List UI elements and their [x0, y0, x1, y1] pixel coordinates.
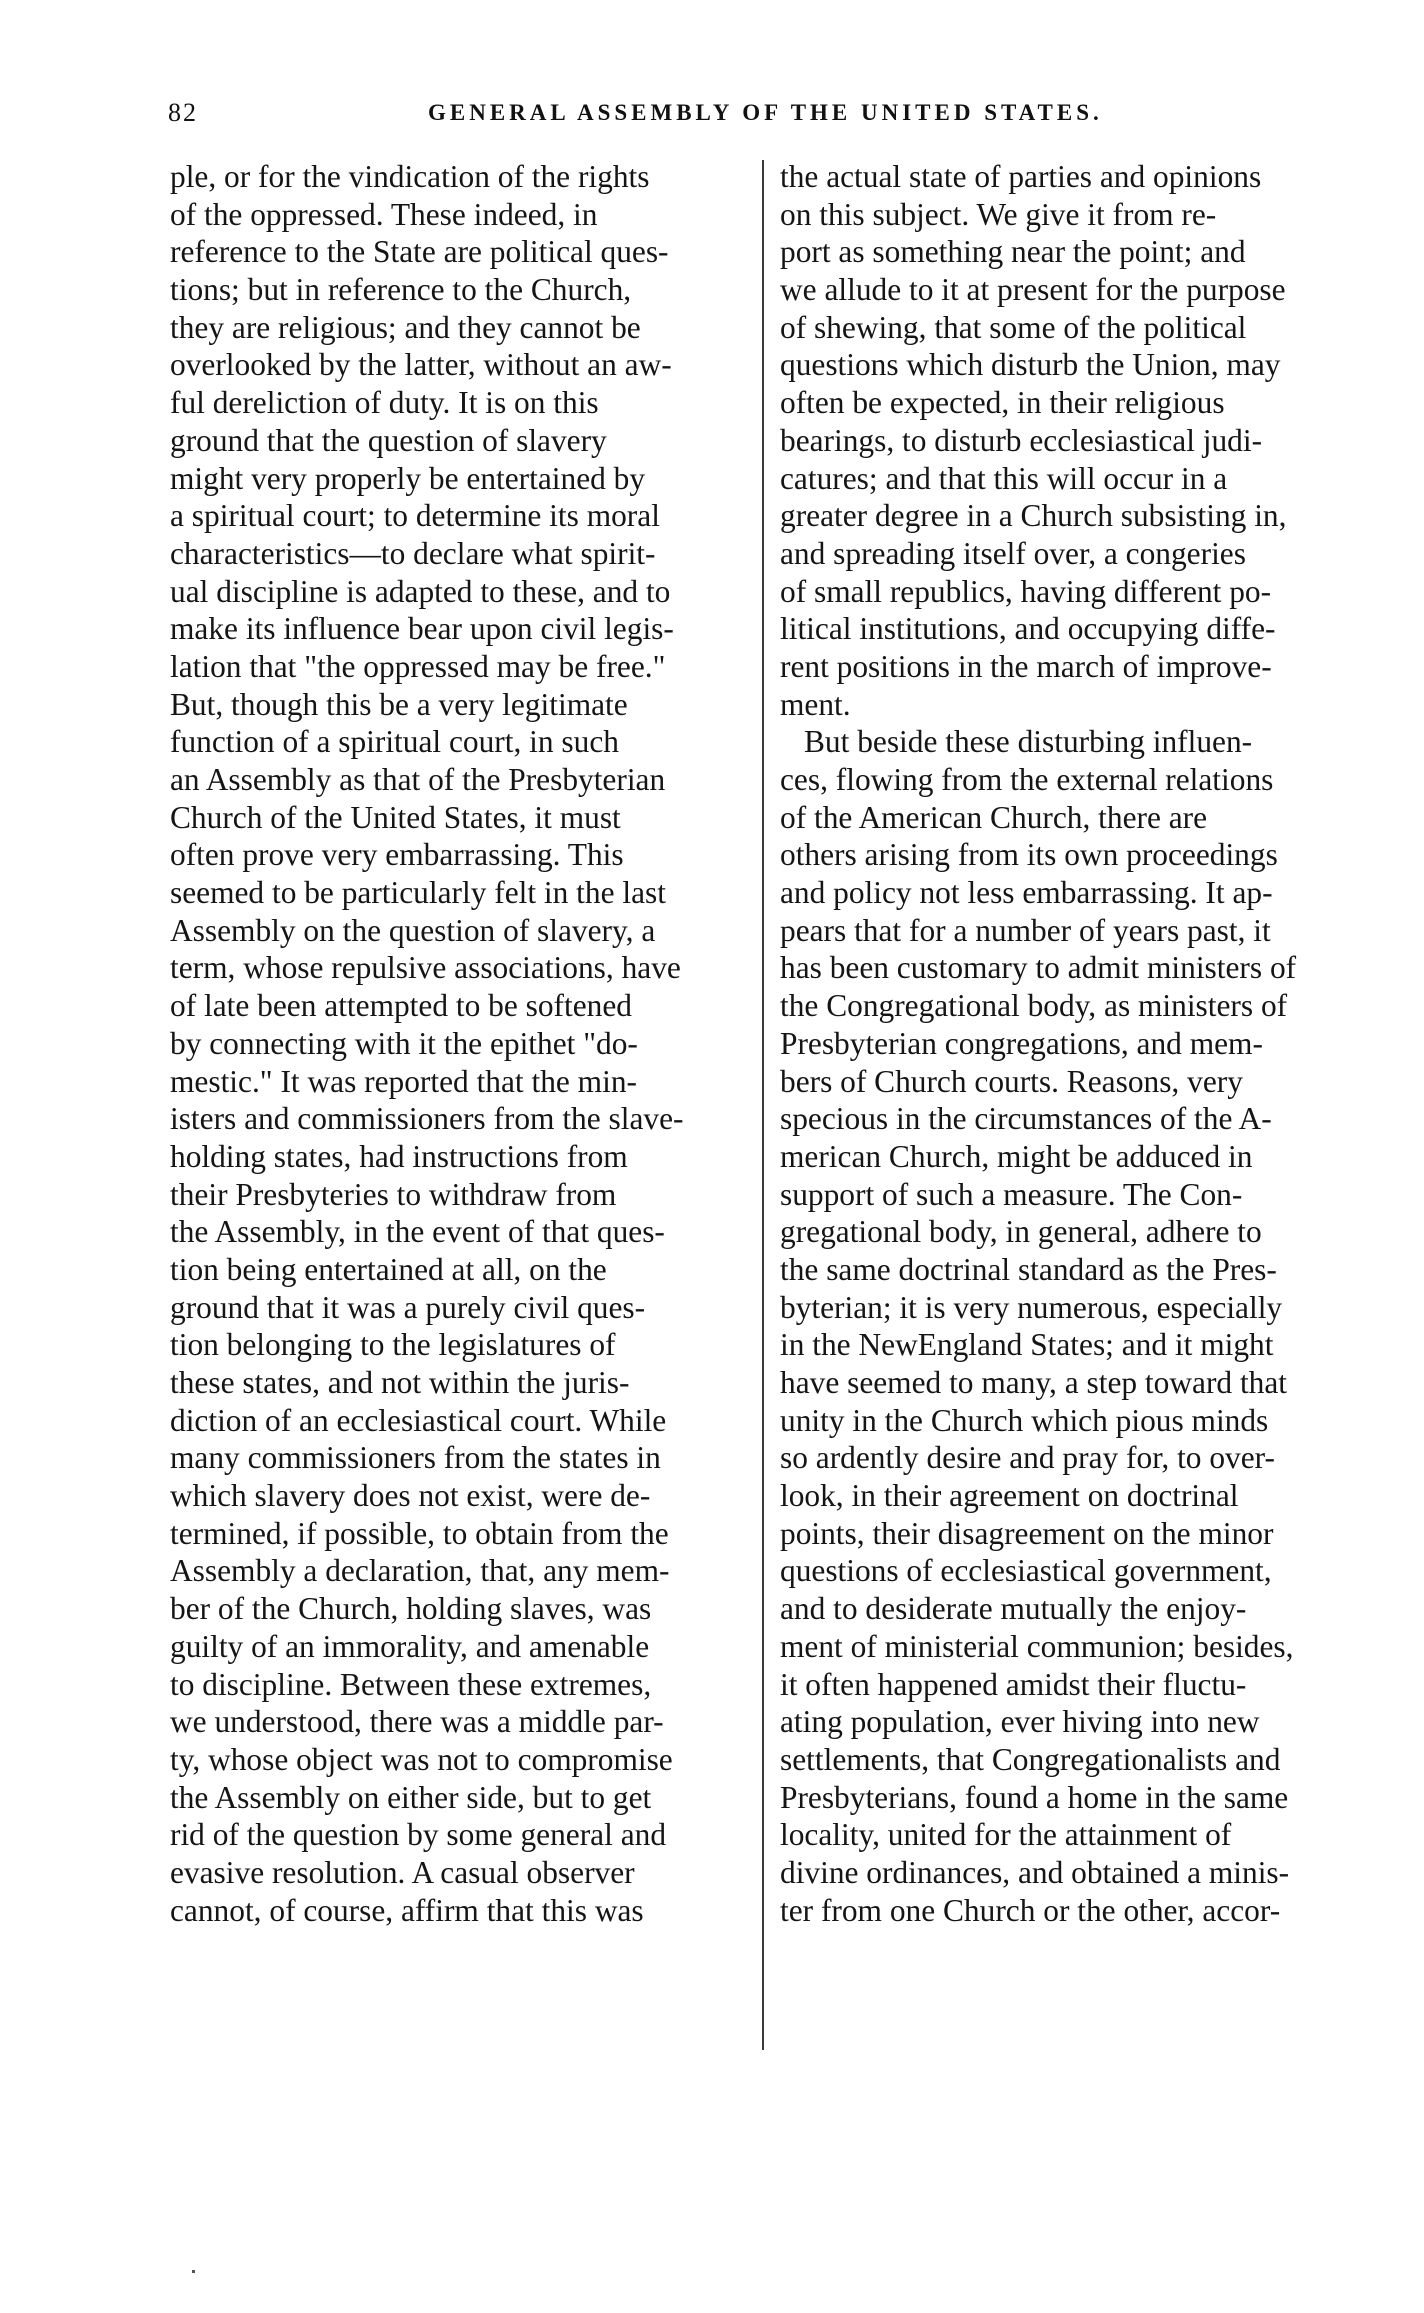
text-line: bearings, to disturb ecclesiastical judi-: [780, 422, 1263, 458]
text-line: function of a spiritual court, in such: [170, 724, 619, 760]
text-line: a spiritual court; to determine its moral: [170, 498, 660, 534]
text-line: ful dereliction of duty. It is on this: [170, 385, 599, 421]
text-line: of the oppressed. These indeed, in: [170, 196, 598, 232]
text-line: rid of the question by some general and: [170, 1817, 667, 1853]
text-line: to discipline. Between these extremes,: [170, 1666, 652, 1702]
text-line: ple, or for the vindication of the rights: [170, 159, 650, 194]
text-line: an Assembly as that of the Presbyterian: [170, 762, 666, 797]
text-line: so ardently desire and pray for, to over-: [780, 1440, 1275, 1476]
text-line: guilty of an immorality, and amenable: [170, 1628, 650, 1664]
text-line: by connecting with it the epithet "do-: [170, 1025, 638, 1061]
text-line: catures; and that this will occur in a: [780, 460, 1228, 496]
text-line: tion being entertained at all, on the: [170, 1251, 607, 1287]
text-line: their Presbyteries to withdraw from: [170, 1176, 617, 1212]
text-line: they are religious; and they cannot be: [170, 309, 641, 345]
text-line: ual discipline is adapted to these, and to: [170, 573, 671, 609]
text-line: locality, united for the attainment of: [780, 1817, 1232, 1853]
text-line: Assembly on the question of slavery, a: [170, 912, 656, 948]
text-line: of late been attempted to be softened: [170, 988, 632, 1024]
right-text-column: [780, 158, 1380, 1929]
text-line: holding states, had instructions from: [170, 1138, 628, 1174]
text-line: tion belonging to the legislatures of: [170, 1327, 616, 1363]
text-line: byterian; it is very numerous, especially: [780, 1289, 1283, 1325]
text-line: often be expected, in their religious: [780, 385, 1225, 421]
text-line: have seemed to many, a step toward that: [780, 1365, 1288, 1400]
text-line: But beside these disturbing influen-: [804, 724, 1253, 760]
text-line: ating population, ever hiving into new: [780, 1704, 1260, 1740]
text-line: questions which disturb the Union, may: [780, 347, 1281, 383]
text-line: evasive resolution. A casual observer: [170, 1854, 635, 1890]
text-line: we allude to it at present for the purpose: [780, 272, 1286, 308]
text-line: gregational body, in general, adhere to: [780, 1214, 1262, 1250]
text-line: seemed to be particularly felt in the last: [170, 875, 666, 911]
text-line: characteristics—to declare what spirit-: [170, 535, 656, 571]
text-line: But, though this be a very legitimate: [170, 686, 628, 722]
text-line: and policy not less embarrassing. It ap-: [780, 875, 1273, 911]
text-line: ber of the Church, holding slaves, was: [170, 1591, 652, 1627]
text-line: termined, if possible, to obtain from the: [170, 1515, 669, 1551]
text-line: mestic." It was reported that the min-: [170, 1063, 637, 1099]
text-line: pears that for a number of years past, it: [780, 912, 1271, 948]
text-line: ground that the question of slavery: [170, 422, 607, 458]
text-line: divine ordinances, and obtained a minis-: [780, 1854, 1290, 1890]
text-line: has been customary to admit ministers of: [780, 950, 1297, 986]
text-line: make its influence bear upon civil legis-: [170, 611, 674, 647]
text-line: Assembly a declaration, that, any mem-: [170, 1553, 670, 1589]
text-line: in the NewEngland States; and it might: [780, 1327, 1274, 1363]
text-line: cannot, of course, affirm that this was: [170, 1892, 644, 1928]
text-line: might very properly be entertained by: [170, 460, 646, 496]
text-line: Church of the United States, it must: [170, 799, 621, 835]
text-line: the Assembly, in the event of that ques-: [170, 1214, 665, 1250]
ink-speck: [192, 2270, 195, 2273]
text-line: of small republics, having different po-: [780, 573, 1272, 609]
text-line: lation that "the oppressed may be free.": [170, 648, 666, 684]
text-line: merican Church, might be adduced in: [780, 1138, 1253, 1174]
text-line: term, whose repulsive associations, have: [170, 950, 681, 986]
text-line: ty, whose object was not to compromise: [170, 1741, 673, 1777]
text-line: it often happened amidst their fluctu-: [780, 1666, 1247, 1702]
text-line: Presbyterian congregations, and mem-: [780, 1025, 1263, 1061]
running-title: GENERAL ASSEMBLY OF THE UNITED STATES.: [428, 100, 1103, 125]
text-line: the Congregational body, as ministers of: [780, 988, 1288, 1024]
text-line: often prove very embarrassing. This: [170, 837, 624, 873]
text-line: isters and commissioners from the slave-: [170, 1101, 684, 1137]
text-line: ground that it was a purely civil ques-: [170, 1289, 646, 1325]
text-line: tions; but in reference to the Church,: [170, 272, 632, 308]
text-line: reference to the State are political ques-: [170, 234, 669, 270]
text-line: many commissioners from the states in: [170, 1440, 661, 1476]
text-line: ter from one Church or the other, accor-: [780, 1892, 1281, 1928]
text-line: of shewing, that some of the political: [780, 309, 1247, 345]
text-line: on this subject. We give it from re-: [780, 196, 1217, 232]
text-line: greater degree in a Church subsisting in,: [780, 498, 1287, 534]
text-line: support of such a measure. The Con-: [780, 1176, 1243, 1212]
text-line: port as something near the point; and: [780, 234, 1246, 270]
text-line: these states, and not within the juris-: [170, 1365, 630, 1400]
text-line: rent positions in the march of improve-: [780, 648, 1272, 684]
text-line: which slavery does not exist, were de-: [170, 1478, 651, 1514]
text-line: overlooked by the latter, without an aw-: [170, 347, 672, 383]
text-line: look, in their agreement on doctrinal: [780, 1478, 1239, 1514]
column-divider-rule: [762, 160, 764, 2050]
text-line: ces, flowing from the external relations: [780, 762, 1274, 797]
text-line: others arising from its own proceedings: [780, 837, 1278, 873]
running-head: [168, 98, 1378, 138]
text-line: ment of ministerial communion; besides,: [780, 1628, 1294, 1664]
text-line: litical institutions, and occupying diffe-: [780, 611, 1276, 647]
text-line: we understood, there was a middle par-: [170, 1704, 664, 1740]
text-line: the actual state of parties and opinions: [780, 159, 1262, 194]
text-line: specious in the circumstances of the A-: [780, 1101, 1272, 1137]
page-number: 82: [168, 98, 198, 127]
text-line: bers of Church courts. Reasons, very: [780, 1063, 1243, 1099]
text-line: unity in the Church which pious minds: [780, 1402, 1269, 1438]
text-line: points, their disagreement on the minor: [780, 1515, 1274, 1551]
text-line: Presbyterians, found a home in the same: [780, 1779, 1289, 1815]
text-line: ment.: [780, 686, 851, 722]
text-line: of the American Church, there are: [780, 799, 1208, 835]
text-line: the Assembly on either side, but to get: [170, 1779, 652, 1815]
text-line: and to desiderate mutually the enjoy-: [780, 1591, 1247, 1627]
left-text-column: [170, 158, 760, 1929]
text-line: questions of ecclesiastical government,: [780, 1553, 1272, 1589]
text-line: settlements, that Congregationalists and: [780, 1741, 1281, 1777]
text-line: the same doctrinal standard as the Pres-: [780, 1251, 1277, 1287]
text-line: and spreading itself over, a congeries: [780, 535, 1246, 571]
text-line: diction of an ecclesiastical court. While: [170, 1402, 667, 1438]
